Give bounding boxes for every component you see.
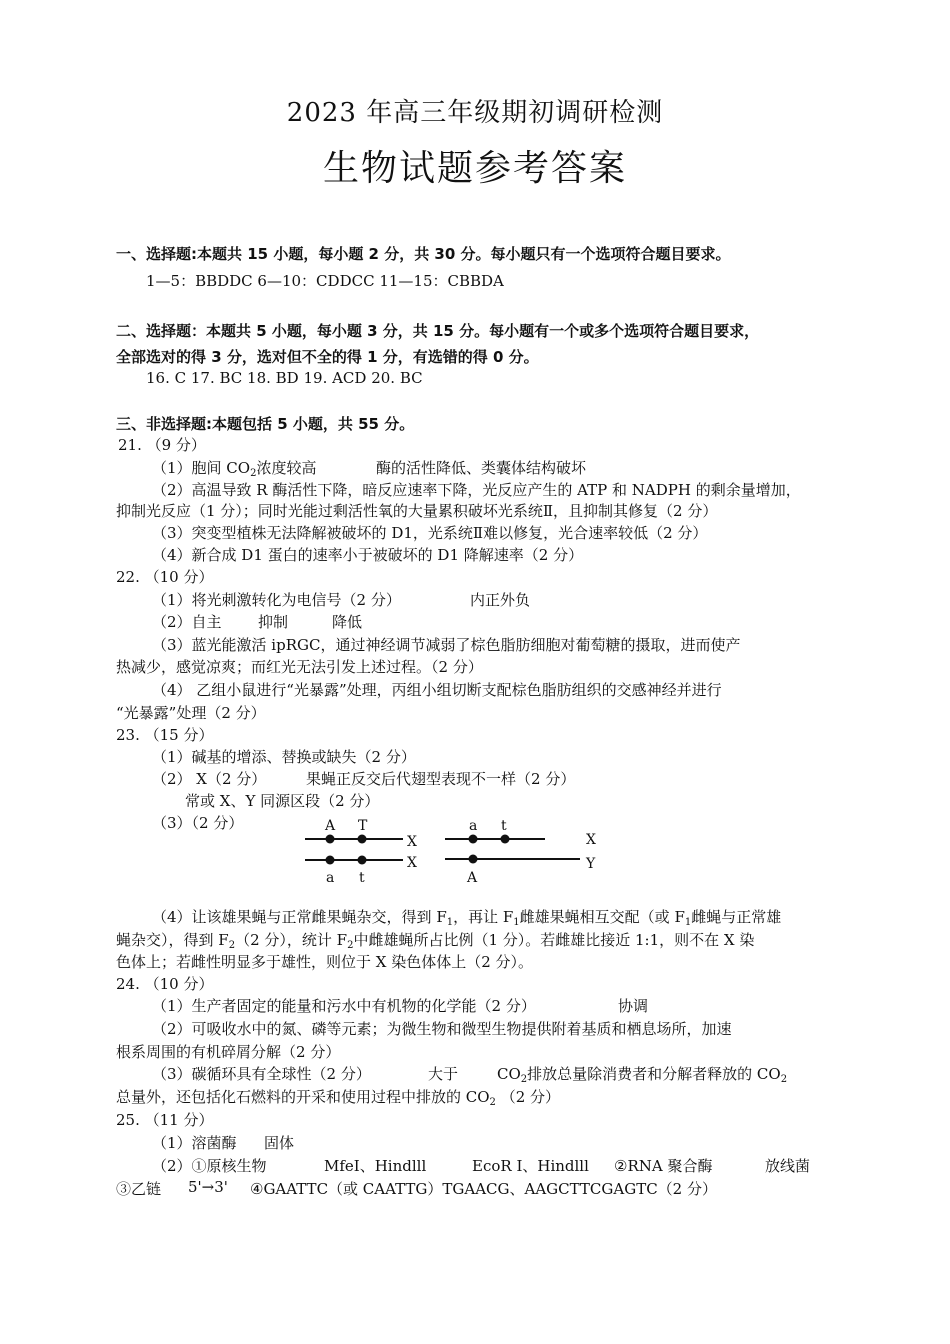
label-right-bottom-1: A	[467, 870, 478, 886]
q23-4c: 雌雄果蝇相互交配（或 F	[519, 908, 685, 926]
label-left-top-1: A	[325, 818, 336, 834]
q23-answer-4-cont2: 色体上；若雌性明显多于雄性，则位于 X 染色体体上（2 分）。	[116, 953, 534, 971]
q23-4d: 雌蝇与正常雄	[691, 908, 782, 926]
q23-4s1: 1	[446, 917, 454, 928]
q22-number: 22. （10 分）	[116, 568, 214, 586]
section2-header-line2: 全部选对的得 3 分，选对但不全的得 1 分，有选错的得 0 分。	[116, 348, 539, 366]
q25-answer-2d: ②RNA 聚合酶	[614, 1157, 713, 1175]
q22-answer-2a: （2）自主	[152, 613, 222, 631]
q23-answer-3: （3）（2 分）	[152, 814, 244, 832]
label-left-top-2: T	[358, 818, 368, 834]
section1-header: 一、选择题:本题共 15 小题，每小题 2 分，共 30 分。每小题只有一个选项符合题目要求。	[116, 245, 731, 263]
gene-dot-t	[358, 856, 367, 865]
q21-1b: 浓度较高	[256, 459, 317, 477]
q24-3s2: 2	[780, 1074, 788, 1085]
q23-4b: ，再让 F	[453, 908, 514, 926]
q24-3s1: 2	[520, 1074, 528, 1085]
q22-answer-4: （4） 乙组小鼠进行“光暴露”处理，丙组小组切断支配棕色脂肪组织的交感神经并进行	[152, 681, 722, 699]
q21-answer-1	[152, 457, 316, 479]
q25-answer-3c: ④GAATTC（或 CAATTG）TGAACG、AAGCTTCGAGTC（2 分）	[250, 1180, 717, 1198]
q23-4s2: 1	[513, 917, 520, 928]
label-left-chr-1: X	[407, 834, 417, 850]
q23-answer-1: （1）碱基的增添、替换或缺失（2 分）	[152, 748, 416, 766]
q24-answer-2-cont: 根系周围的有机碎屑分解（2 分）	[116, 1043, 341, 1061]
q24-3d: 排放总量除消费者和分解者释放的 CO	[527, 1065, 781, 1083]
q23-answer-2c: 常或 X、Y 同源区段（2 分）	[185, 792, 380, 810]
q23-5s1: 2	[228, 940, 236, 951]
gene-dot-right-A	[469, 855, 478, 864]
q24-answer-3c	[497, 1063, 787, 1085]
q21-1-sub: 2	[250, 468, 257, 479]
q24-answer-3-cont	[116, 1086, 560, 1108]
section2-header-line1: 二、选择题：本题共 5 小题，每小题 3 分，共 15 分。每小题有一个或多个选项符合题目要求，	[116, 322, 760, 340]
section3-header: 三、非选择题:本题包括 5 小题，共 55 分。	[116, 415, 415, 433]
q23-answer-4	[152, 906, 781, 928]
exam-title: 2023 年高三年级期初调研检测	[286, 98, 664, 128]
q25-answer-2e: 放线菌	[765, 1157, 811, 1175]
label-left-bottom-2: t	[359, 870, 365, 886]
q21-answer-1c: 酶的活性降低、类囊体结构破坏	[376, 459, 587, 477]
q24-number: 24. （10 分）	[116, 975, 214, 993]
q23-5b: （2 分），统计 F	[235, 931, 348, 949]
q22-answer-3: （3）蓝光能激活 ipRGC，通过神经调节减弱了棕色脂肪细胞对葡萄糖的摄取，进而使产	[152, 636, 741, 654]
q23-answer-4-cont	[116, 929, 754, 951]
q23-5a: 蝇杂交），得到 F	[116, 931, 229, 949]
q24-answer-1b: 协调	[618, 997, 649, 1015]
q23-answer-2a: （2） X（2 分）	[152, 770, 267, 788]
q23-4a: （4）让该雄果蝇与正常雌果蝇杂交，得到 F	[152, 908, 447, 926]
q21-1a: （1）胞间 CO	[152, 459, 251, 477]
gene-dot-right-a	[469, 835, 478, 844]
section1-answers: 1—5：BBDDC 6—10：CDDCC 11—15：CBBDA	[146, 272, 504, 290]
q25-answer-3a: ③乙链	[116, 1180, 162, 1198]
q24-4b: （2 分）	[495, 1088, 561, 1106]
label-right-chr-2: Y	[586, 856, 596, 872]
q25-answer-2c: EcoR I、Hindlll	[472, 1157, 589, 1175]
label-left-chr-2: X	[407, 855, 417, 871]
label-right-chr-1: X	[586, 832, 596, 848]
q25-answer-2a: （2）①原核生物	[152, 1157, 267, 1175]
q23-5s2: 2	[347, 940, 354, 951]
q24-answer-2: （2）可吸收水中的氮、磷等元素；为微生物和微型生物提供附着基质和栖息场所，加速	[152, 1020, 732, 1038]
q23-number: 23. （15 分）	[116, 726, 214, 744]
q21-answer-2: （2）高温导致 R 酶活性下降，暗反应速率下降，光反应产生的 ATP 和 NADPH 的剩余量增加，	[152, 481, 801, 499]
answer-key-title: 生物试题参考答案	[322, 148, 627, 189]
label-right-top-2: t	[501, 818, 507, 834]
q25-answer-3b: 5'→3'	[188, 1178, 228, 1196]
label-left-bottom-1: a	[326, 870, 335, 886]
gene-dot-T	[358, 835, 367, 844]
chromosome-diagram	[295, 815, 615, 890]
q21-answer-3: （3）突变型植株无法降解被破坏的 D1，光系统Ⅱ难以修复，光合速率较低（2 分）	[152, 524, 708, 542]
q24-answer-1a: （1）生产者固定的能量和污水中有机物的化学能（2 分）	[152, 997, 536, 1015]
q24-3c: CO	[497, 1065, 521, 1083]
q22-answer-2c: 降低	[332, 613, 363, 631]
q22-answer-3-cont: 热减少，感觉凉爽；而红光无法引发上述过程。（2 分）	[116, 658, 483, 676]
q21-answer-2-cont: 抑制光反应（1 分）；同时光能过剩活性氧的大量累积破坏光系统Ⅱ，且抑制其修复（2 分）	[116, 502, 718, 520]
section2-answers: 16. C 17. BC 18. BD 19. ACD 20. BC	[146, 369, 423, 387]
q23-4s3: 1	[684, 917, 692, 928]
q22-answer-4-cont: “光暴露”处理（2 分）	[116, 704, 266, 722]
q22-answer-1b: 内正外负	[470, 591, 531, 609]
gene-dot-a	[326, 856, 335, 865]
q25-answer-1a: （1）溶菌酶	[152, 1134, 237, 1152]
q21-number: 21. （9 分）	[118, 436, 206, 454]
q24-4a: 总量外，还包括化石燃料的开采和使用过程中排放的 CO	[116, 1088, 490, 1106]
gene-dot-right-t	[501, 835, 510, 844]
q24-answer-3b: 大于	[428, 1065, 459, 1083]
q23-answer-2b: 果蝇正反交后代翅型表现不一样（2 分）	[306, 770, 576, 788]
label-right-top-1: a	[469, 818, 478, 834]
q24-answer-3a: （3）碳循环具有全球性（2 分）	[152, 1065, 371, 1083]
q25-number: 25. （11 分）	[116, 1111, 214, 1129]
q22-answer-2b: 抑制	[258, 613, 289, 631]
q25-answer-1b: 固体	[264, 1134, 295, 1152]
q25-answer-2b: MfeI、Hindlll	[324, 1157, 427, 1175]
q21-answer-4: （4）新合成 D1 蛋白的速率小于被破坏的 D1 降解速率（2 分）	[152, 546, 584, 564]
q24-4s: 2	[489, 1097, 496, 1108]
q23-5c: 中雌雄蝇所占比例（1 分）。若雌雄比接近 1:1，则不在 X 染	[353, 931, 755, 949]
q22-answer-1a: （1）将光刺激转化为电信号（2 分）	[152, 591, 401, 609]
gene-dot-A	[326, 835, 335, 844]
